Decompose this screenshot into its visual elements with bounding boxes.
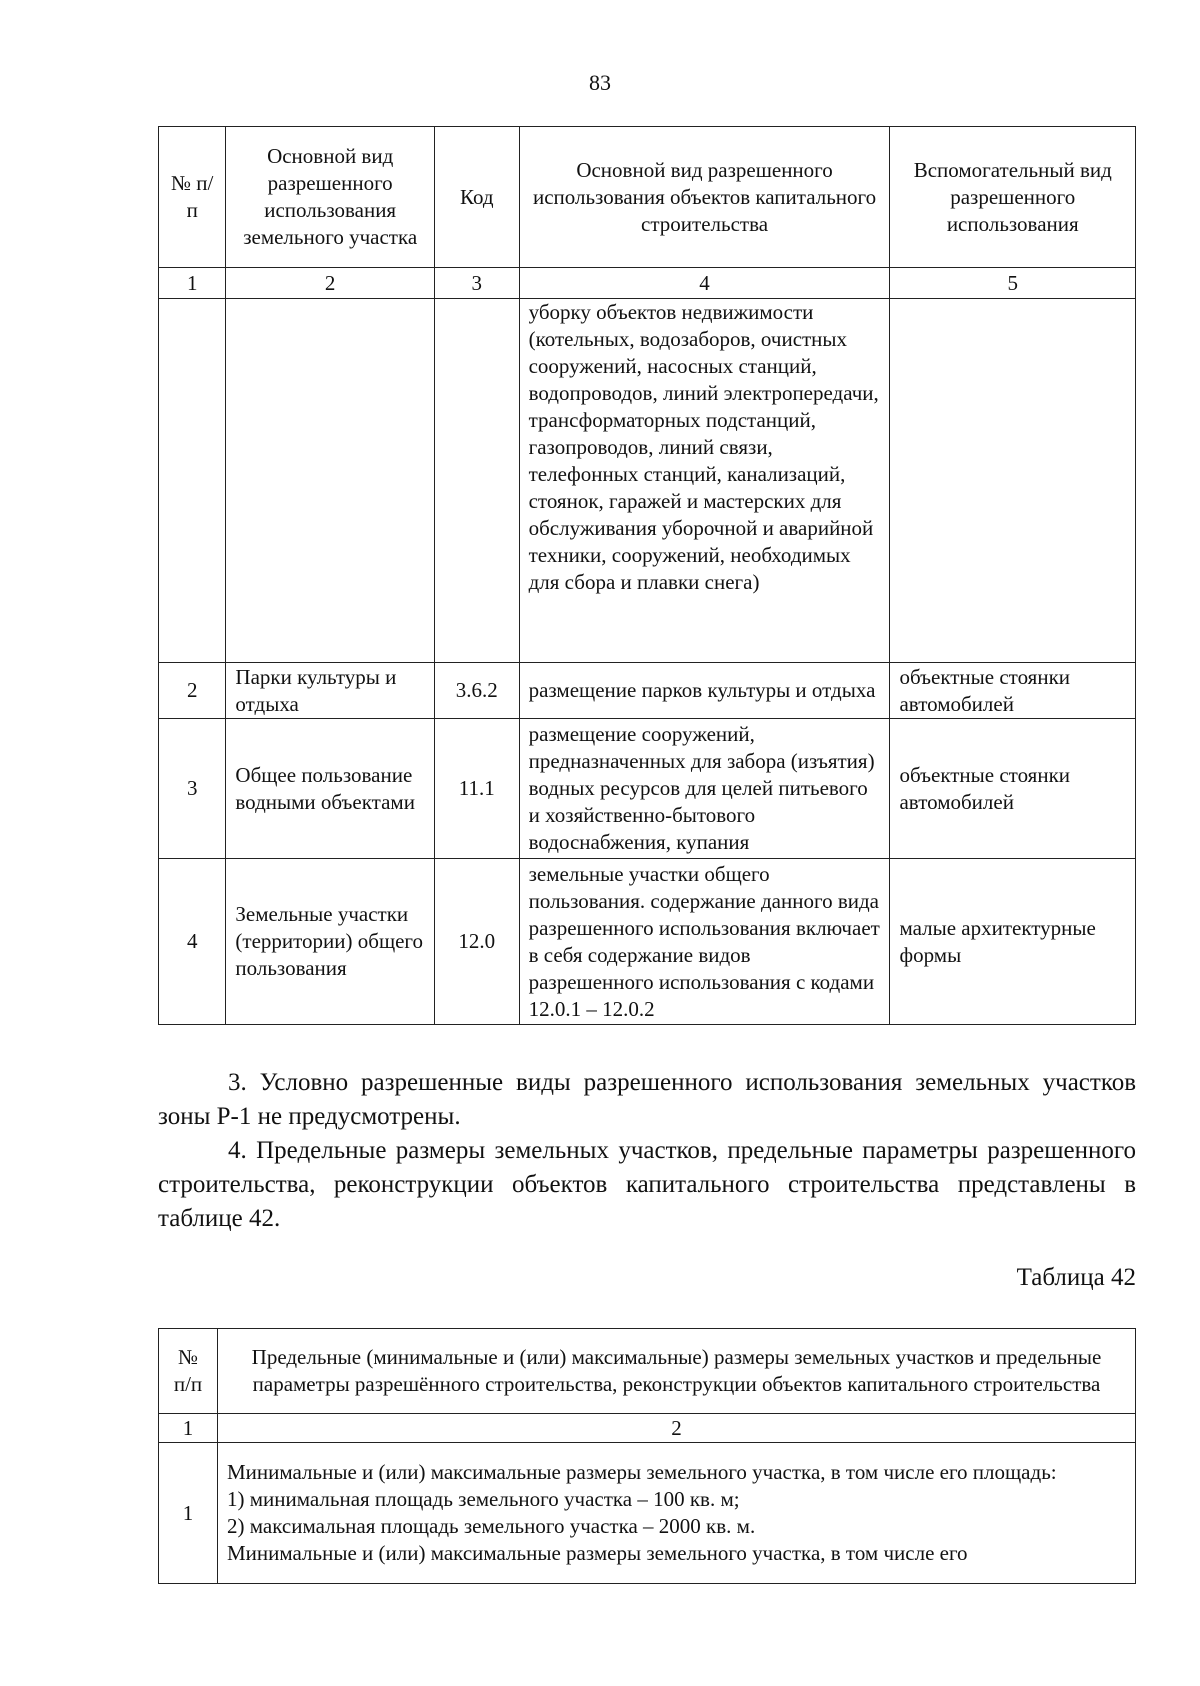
table-row: [159, 719, 1136, 859]
column-number: 5: [890, 268, 1136, 299]
row-auxiliary-use: малые архитектурные формы: [890, 859, 1136, 1025]
row-auxiliary-use: объектные стоянки автомобилей: [890, 663, 1136, 719]
limits-table: [158, 1328, 1136, 1584]
paragraph-conditional-uses: 3. Условно разрешенные виды разрешенного использования земельных участков зоны Р-1 не предусмотрены.: [158, 1069, 1136, 1130]
header-capital-construction-use: Основной вид разрешенного использования объектов капитального строительства: [519, 127, 890, 268]
text-line: Минимальные и (или) максимальные размеры земельного участка, в том числе его: [227, 1541, 968, 1565]
row-land-use-type: Земельные участки (территории) общего пользования: [226, 859, 435, 1025]
table-caption: Таблица 42: [1016, 1264, 1136, 1291]
text-line: 2) максимальная площадь земельного участка – 2000 кв. м.: [227, 1514, 756, 1538]
row-number: 4: [159, 859, 226, 1025]
header-number: № п/п: [159, 127, 226, 268]
row-description: размещение сооружений, предназначенных для забора (изъятия) водных ресурсов для целей питьевого и хозяйственно-бытового водоснабжения, купания: [519, 719, 890, 859]
row-auxiliary-use: [890, 299, 1136, 663]
row-land-use-type: Парки культуры и отдыха: [226, 663, 435, 719]
header-auxiliary-use: Вспомогательный вид разрешенного использования: [890, 127, 1136, 268]
column-number: 4: [519, 268, 890, 299]
row-number: 3: [159, 719, 226, 859]
paragraph-size-limits: 4. Предельные размеры земельных участков, предельные параметры разрешенного строительства, реконструкции объектов капитального строительства представлены в таблице 42.: [158, 1137, 1136, 1232]
row-land-use-type: [226, 299, 435, 663]
table-row: [159, 299, 1136, 663]
header-number: № п/п: [159, 1329, 218, 1414]
row-number: 2: [159, 663, 226, 719]
row-code: 12.0: [434, 859, 519, 1025]
table-row: [159, 859, 1136, 1025]
main-table: [158, 126, 1136, 1025]
column-number: 1: [159, 268, 226, 299]
table-header-row: [159, 1329, 1136, 1414]
table-header-row: [159, 127, 1136, 268]
row-description: размещение парков культуры и отдыха: [519, 663, 890, 719]
table-row: [159, 1443, 1136, 1584]
text-line: 1) минимальная площадь земельного участка – 100 кв. м;: [227, 1487, 740, 1511]
row-description: уборку объектов недвижимости (котельных, водозаборов, очистных сооружений, насосных станций, водопроводов, линий электропередачи, трансформаторных подстанций, газопроводов, линий связи, телефонных станций, канализаций, стоянок, гаражей и мастерских для обслуживания уборочной и аварийной техники, сооружений, необходимых для сбора и плавки снега): [519, 299, 890, 663]
column-number: 1: [159, 1414, 218, 1443]
column-number: 3: [434, 268, 519, 299]
row-auxiliary-use: объектные стоянки автомобилей: [890, 719, 1136, 859]
column-number: 2: [218, 1414, 1136, 1443]
column-number-row: [159, 268, 1136, 299]
text-line: Минимальные и (или) максимальные размеры земельного участка, в том числе его площадь:: [227, 1460, 1057, 1484]
column-number: 2: [226, 268, 435, 299]
header-land-use-type: Основной вид разрешенного использования земельного участка: [226, 127, 435, 268]
header-code: Код: [434, 127, 519, 268]
row-code: 3.6.2: [434, 663, 519, 719]
row-code: 11.1: [434, 719, 519, 859]
row-land-use-type: Общее пользование водными объектами: [226, 719, 435, 859]
row-number: [159, 299, 226, 663]
row-limits-text: [218, 1443, 1136, 1584]
header-limits: Предельные (минимальные и (или) максимальные) размеры земельных участков и предельные параметры разрешённого строительства, реконструкции объектов капитального строительства: [218, 1329, 1136, 1414]
row-code: [434, 299, 519, 663]
row-number: 1: [159, 1443, 218, 1584]
page-number: 83: [589, 70, 611, 95]
table-row: [159, 663, 1136, 719]
row-description: земельные участки общего пользования. содержание данного вида разрешенного использования включает в себя содержание видов разрешенного использования с кодами 12.0.1 – 12.0.2: [519, 859, 890, 1025]
column-number-row: [159, 1414, 1136, 1443]
